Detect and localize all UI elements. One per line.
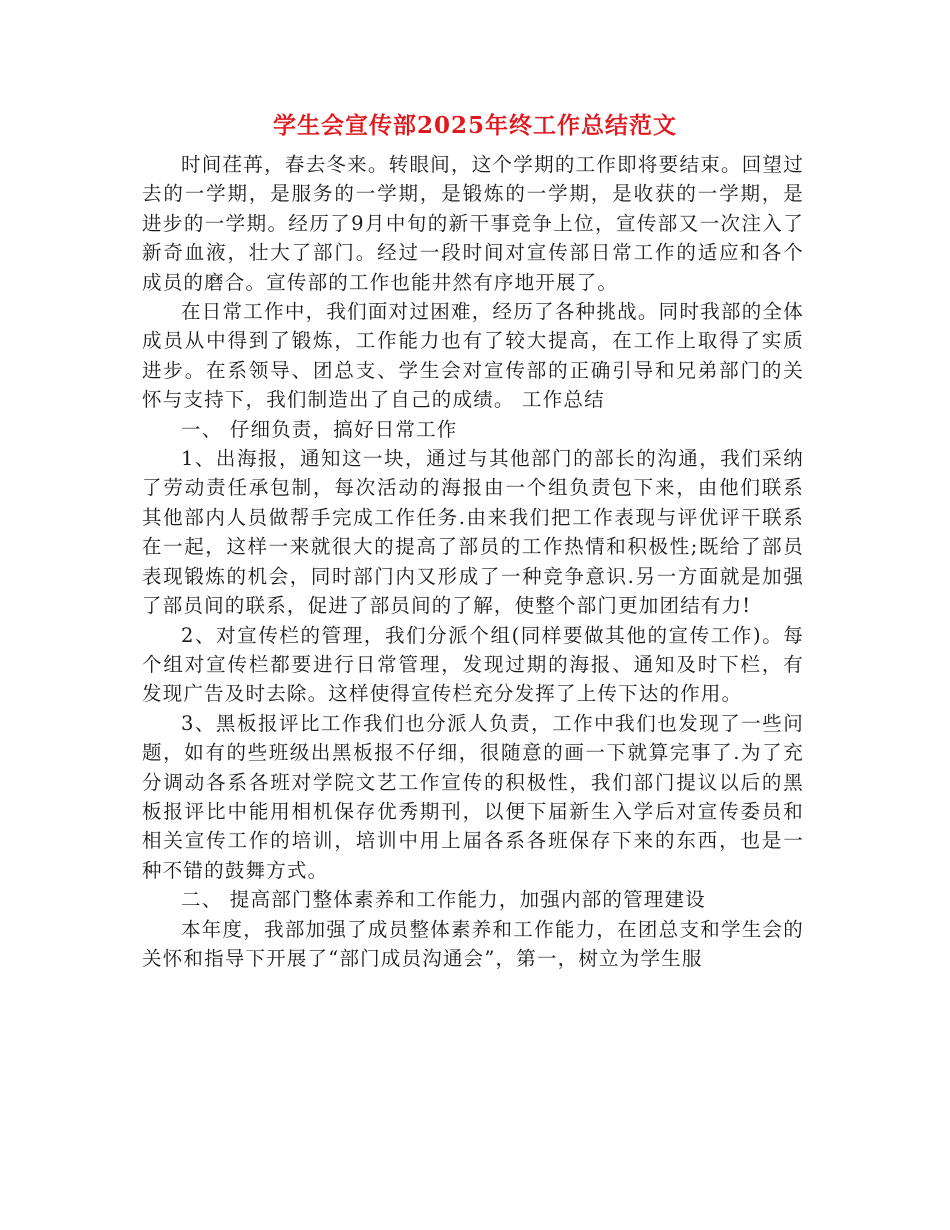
paragraph: 在日常工作中，我们面对过困难，经历了各种挑战。同时我部的全体成员从中得到了锻炼，工作能力也有了较大提高，在工作上取得了实质进步。在系领导、团总支、学生会对宣传部的正确引导和兄弟部门的关怀与支持下，我们制造出了自己的成绩。 工作总结	[142, 300, 804, 412]
paragraph: 1、出海报，通知这一块，通过与其他部门的部长的沟通，我们采纳了劳动责任承包制，每次活动的海报由一个组负责包下来，由他们联系其他部内人员做帮手完成工作任务.由来我们把工作表现与评优评干联系在一起，这样一来就很大的提高了部员的工作热情和积极性;既给了部员表现锻炼的机会，同时部门内又形成了一种竞争意识.另一方面就是加强了部员间的联系，促进了部员间的了解，使整个部门更加团结有力!	[142, 447, 804, 618]
section-heading: 二、 提高部门整体素养和工作能力，加强内部的管理建设	[181, 888, 706, 912]
paragraph: 2、对宣传栏的管理，我们分派个组(同样要做其他的宣传工作)。每个组对宣传栏都要进行日常管理，发现过期的海报、通知及时下栏，有发现广告及时去除。这样使得宣传栏充分发挥了上传下达的作用。	[142, 623, 804, 706]
paragraph: 时间荏苒，春去冬来。转眼间，这个学期的工作即将要结束。回望过去的一学期，是服务的一学期，是锻炼的一学期，是收获的一学期，是进步的一学期。经历了9月中旬的新干事竞争上位，宣传部又一次注入了新奇血液，壮大了部门。经过一段时间对宣传部日常工作的适应和各个成员的磨合。宣传部的工作也能井然有序地开展了。	[142, 153, 804, 294]
section-heading: 一、 仔细负责，搞好日常工作	[181, 417, 458, 441]
paragraph: 3、黑板报评比工作我们也分派人负责，工作中我们也发现了一些问题，如有的些班级出黑板报不仔细，很随意的画一下就算完事了.为了充分调动各系各班对学院文艺工作宣传的积极性，我们部门提议以后的黑板报评比中能用相机保存优秀期刊，以便下届新生入学后对宣传委员和相关宣传工作的培训，培训中用上届各系各班保存下来的东西，也是一种不错的鼓舞方式。	[142, 711, 804, 882]
paragraph: 本年度，我部加强了成员整体素养和工作能力，在团总支和学生会的关怀和指导下开展了“部门成员沟通会”，第一，树立为学生服	[142, 917, 804, 970]
document-title: 学生会宣传部2025年终工作总结范文	[272, 112, 677, 139]
document-body	[142, 150, 804, 973]
